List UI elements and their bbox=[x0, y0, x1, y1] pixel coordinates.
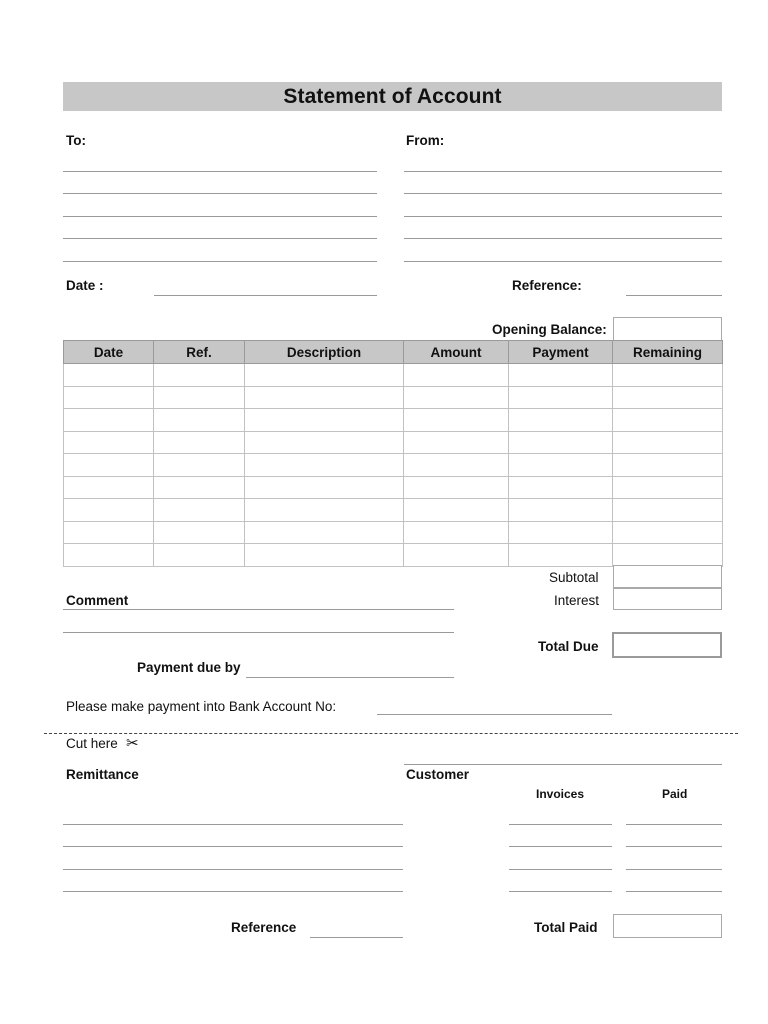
table-cell[interactable] bbox=[154, 499, 245, 522]
table-cell[interactable] bbox=[613, 521, 723, 544]
invoice-line[interactable] bbox=[509, 891, 612, 892]
table-header-row bbox=[64, 341, 723, 364]
table-cell[interactable] bbox=[509, 431, 613, 454]
from-address-line[interactable] bbox=[404, 216, 722, 217]
table-cell[interactable] bbox=[245, 499, 404, 522]
from-address-line[interactable] bbox=[404, 238, 722, 239]
table-cell[interactable] bbox=[245, 364, 404, 387]
table-cell[interactable] bbox=[154, 386, 245, 409]
table-cell[interactable] bbox=[404, 409, 509, 432]
invoice-line[interactable] bbox=[509, 824, 612, 825]
table-cell[interactable] bbox=[509, 454, 613, 477]
table-cell[interactable] bbox=[154, 364, 245, 387]
table-row bbox=[64, 431, 723, 454]
subtotal-field[interactable] bbox=[613, 565, 722, 588]
table-cell[interactable] bbox=[64, 544, 154, 567]
table-cell[interactable] bbox=[404, 544, 509, 567]
table-cell[interactable] bbox=[245, 454, 404, 477]
paid-line[interactable] bbox=[626, 824, 722, 825]
table-cell[interactable] bbox=[245, 544, 404, 567]
bank-account-field[interactable] bbox=[377, 714, 612, 715]
comment-line[interactable] bbox=[63, 609, 454, 610]
table-cell[interactable] bbox=[613, 544, 723, 567]
cut-line bbox=[44, 733, 738, 734]
table-cell[interactable] bbox=[404, 386, 509, 409]
table-cell[interactable] bbox=[64, 386, 154, 409]
total-paid-field[interactable] bbox=[613, 914, 722, 938]
to-address-line[interactable] bbox=[63, 193, 377, 194]
table-cell[interactable] bbox=[245, 431, 404, 454]
to-address-line[interactable] bbox=[63, 171, 377, 172]
remit-reference-label: Reference bbox=[231, 920, 297, 935]
table-cell[interactable] bbox=[154, 476, 245, 499]
scissors-icon: ✂ bbox=[126, 735, 139, 752]
table-cell[interactable] bbox=[509, 499, 613, 522]
table-cell[interactable] bbox=[509, 521, 613, 544]
column-header-remaining: Remaining bbox=[613, 341, 723, 364]
reference-field[interactable] bbox=[626, 295, 722, 296]
interest-field[interactable] bbox=[613, 588, 722, 610]
remit-reference-field[interactable] bbox=[310, 937, 403, 938]
table-cell[interactable] bbox=[613, 364, 723, 387]
remittance-line[interactable] bbox=[63, 846, 403, 847]
comment-label: Comment bbox=[66, 593, 129, 608]
comment-line[interactable] bbox=[63, 632, 454, 633]
column-header-date: Date bbox=[64, 341, 154, 364]
invoices-label: Invoices bbox=[536, 787, 585, 801]
table-cell[interactable] bbox=[613, 499, 723, 522]
table-row bbox=[64, 409, 723, 432]
reference-label: Reference: bbox=[512, 278, 582, 293]
to-address-line[interactable] bbox=[63, 216, 377, 217]
table-cell[interactable] bbox=[64, 521, 154, 544]
remittance-line[interactable] bbox=[63, 891, 403, 892]
remittance-line[interactable] bbox=[63, 869, 403, 870]
table-row bbox=[64, 454, 723, 477]
column-header-ref: Ref. bbox=[154, 341, 245, 364]
invoice-line[interactable] bbox=[509, 846, 612, 847]
table-cell[interactable] bbox=[64, 454, 154, 477]
total-paid-label: Total Paid bbox=[534, 920, 598, 935]
payment-due-field[interactable] bbox=[246, 677, 454, 678]
opening-balance-label: Opening Balance: bbox=[492, 322, 607, 337]
table-cell[interactable] bbox=[245, 409, 404, 432]
total-due-label: Total Due bbox=[538, 639, 599, 654]
paid-line[interactable] bbox=[626, 846, 722, 847]
payment-due-label: Payment due by bbox=[137, 660, 241, 675]
table-cell[interactable] bbox=[64, 476, 154, 499]
column-header-amount: Amount bbox=[404, 341, 509, 364]
customer-label: Customer bbox=[406, 767, 470, 782]
table-row bbox=[64, 364, 723, 387]
table-cell[interactable] bbox=[509, 409, 613, 432]
interest-label: Interest bbox=[554, 593, 600, 608]
from-address-line[interactable] bbox=[404, 261, 722, 262]
to-label: To: bbox=[66, 133, 86, 148]
table-cell[interactable] bbox=[404, 499, 509, 522]
table-cell[interactable] bbox=[613, 454, 723, 477]
document-title: Statement of Account bbox=[63, 82, 722, 111]
date-label: Date : bbox=[66, 278, 104, 293]
table-cell[interactable] bbox=[64, 409, 154, 432]
table-cell[interactable] bbox=[509, 386, 613, 409]
table-cell[interactable] bbox=[64, 364, 154, 387]
remittance-label: Remittance bbox=[66, 767, 139, 782]
bank-account-text: Please make payment into Bank Account No: bbox=[66, 699, 337, 714]
table-cell[interactable] bbox=[509, 544, 613, 567]
remittance-line[interactable] bbox=[63, 824, 403, 825]
table-cell[interactable] bbox=[509, 476, 613, 499]
paid-line[interactable] bbox=[626, 869, 722, 870]
table-cell[interactable] bbox=[245, 521, 404, 544]
table-cell[interactable] bbox=[404, 476, 509, 499]
table-row bbox=[64, 544, 723, 567]
table-cell[interactable] bbox=[154, 431, 245, 454]
table-cell[interactable] bbox=[64, 431, 154, 454]
cut-here-label: Cut here bbox=[66, 736, 118, 751]
from-address-line[interactable] bbox=[404, 193, 722, 194]
customer-field[interactable] bbox=[404, 764, 722, 765]
date-field[interactable] bbox=[154, 295, 377, 296]
table-row bbox=[64, 499, 723, 522]
table-cell[interactable] bbox=[404, 454, 509, 477]
table-cell[interactable] bbox=[613, 476, 723, 499]
table-cell[interactable] bbox=[509, 364, 613, 387]
table-cell[interactable] bbox=[154, 521, 245, 544]
table-row bbox=[64, 386, 723, 409]
table-cell[interactable] bbox=[245, 386, 404, 409]
table-body bbox=[64, 364, 723, 567]
table-cell[interactable] bbox=[404, 364, 509, 387]
to-address-line[interactable] bbox=[63, 238, 377, 239]
to-address-line[interactable] bbox=[63, 261, 377, 262]
from-address-line[interactable] bbox=[404, 171, 722, 172]
column-header-description: Description bbox=[245, 341, 404, 364]
table-cell[interactable] bbox=[154, 409, 245, 432]
table-cell[interactable] bbox=[404, 521, 509, 544]
table-cell[interactable] bbox=[404, 431, 509, 454]
table-cell[interactable] bbox=[613, 386, 723, 409]
paid-label: Paid bbox=[662, 787, 688, 801]
table-cell[interactable] bbox=[64, 499, 154, 522]
total-due-field[interactable] bbox=[612, 632, 722, 658]
from-label: From: bbox=[406, 133, 445, 148]
statement-table bbox=[63, 340, 723, 567]
invoice-line[interactable] bbox=[509, 869, 612, 870]
table-row bbox=[64, 476, 723, 499]
subtotal-label: Subtotal bbox=[549, 570, 599, 585]
column-header-payment: Payment bbox=[509, 341, 613, 364]
table-row bbox=[64, 521, 723, 544]
opening-balance-field[interactable] bbox=[613, 317, 722, 341]
table-cell[interactable] bbox=[154, 454, 245, 477]
table-cell[interactable] bbox=[613, 431, 723, 454]
paid-line[interactable] bbox=[626, 891, 722, 892]
table-cell[interactable] bbox=[613, 409, 723, 432]
table-cell[interactable] bbox=[245, 476, 404, 499]
table-cell[interactable] bbox=[154, 544, 245, 567]
